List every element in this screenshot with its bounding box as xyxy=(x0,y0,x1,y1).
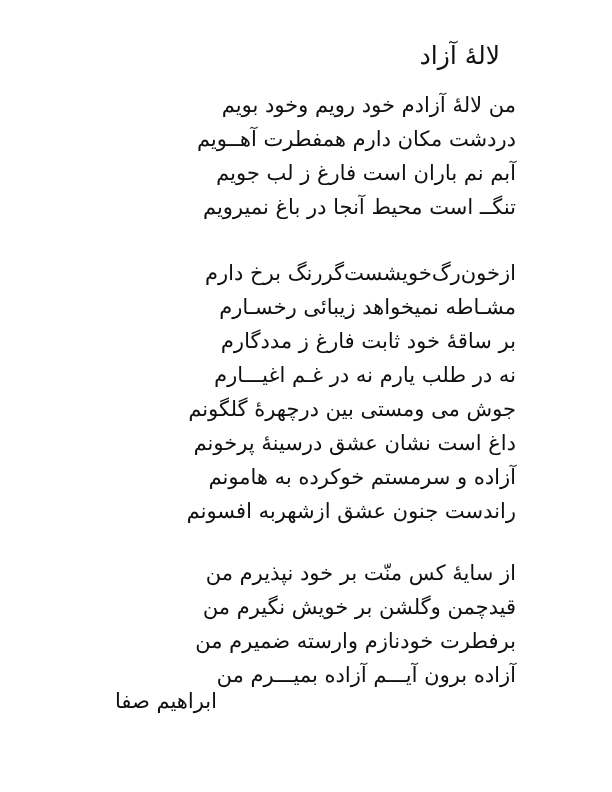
poem-line: مشـاطه نمیخواهد زیبائی رخسـارم xyxy=(219,295,516,319)
poem-line: آزاده برون آیـــم آزاده بمیـــرم من xyxy=(216,663,516,687)
poem-line: جوش می ومستی بین درچهرۀ گلگونم xyxy=(188,397,516,421)
poem-title: لالۀ آزاد xyxy=(419,41,500,70)
poem-line: آبم نم باران است فارغ ز لب جویم xyxy=(216,161,516,185)
poem-line: آزاده و سرمستم خوکرده به هامونم xyxy=(208,465,516,489)
author-signature: ابراهیم صفا xyxy=(114,689,217,713)
poem-line: دردشت مکان دارم همفطرت آهــویم xyxy=(196,127,516,151)
stanza-3 xyxy=(187,392,516,528)
poem-line: بر ساقۀ خود ثابت فارغ ز مددگارم xyxy=(220,329,516,353)
poem-line: ازخون‌رگ‌خویشست‌گررنگ برخ دارم xyxy=(205,261,516,285)
poem-line: نه در طلب یارم نه در غـم اغیـــارم xyxy=(214,363,516,387)
stanza-2 xyxy=(205,256,516,392)
poem-line: برفطرت خودنازم وارسته ضمیرم من xyxy=(195,629,516,653)
stanza-1 xyxy=(197,88,516,224)
poem-line: قیدچمن وگلشن بر خویش نگیرم من xyxy=(202,595,516,619)
poem-line: من لالۀ آزادم خود رویم وخود بویم xyxy=(221,93,516,117)
poem-line: از سایۀ کس منّت بر خود نپذیرم من xyxy=(205,561,516,585)
poem-line: راندست جنون عشق ازشهربه افسونم xyxy=(186,499,516,523)
poem-line: داغ است نشان عشق درسینۀ پرخونم xyxy=(193,431,516,455)
stanza-4 xyxy=(195,556,516,692)
poem-line: تنگــ است محیط آنجا در باغ نمیرویم xyxy=(202,195,516,219)
